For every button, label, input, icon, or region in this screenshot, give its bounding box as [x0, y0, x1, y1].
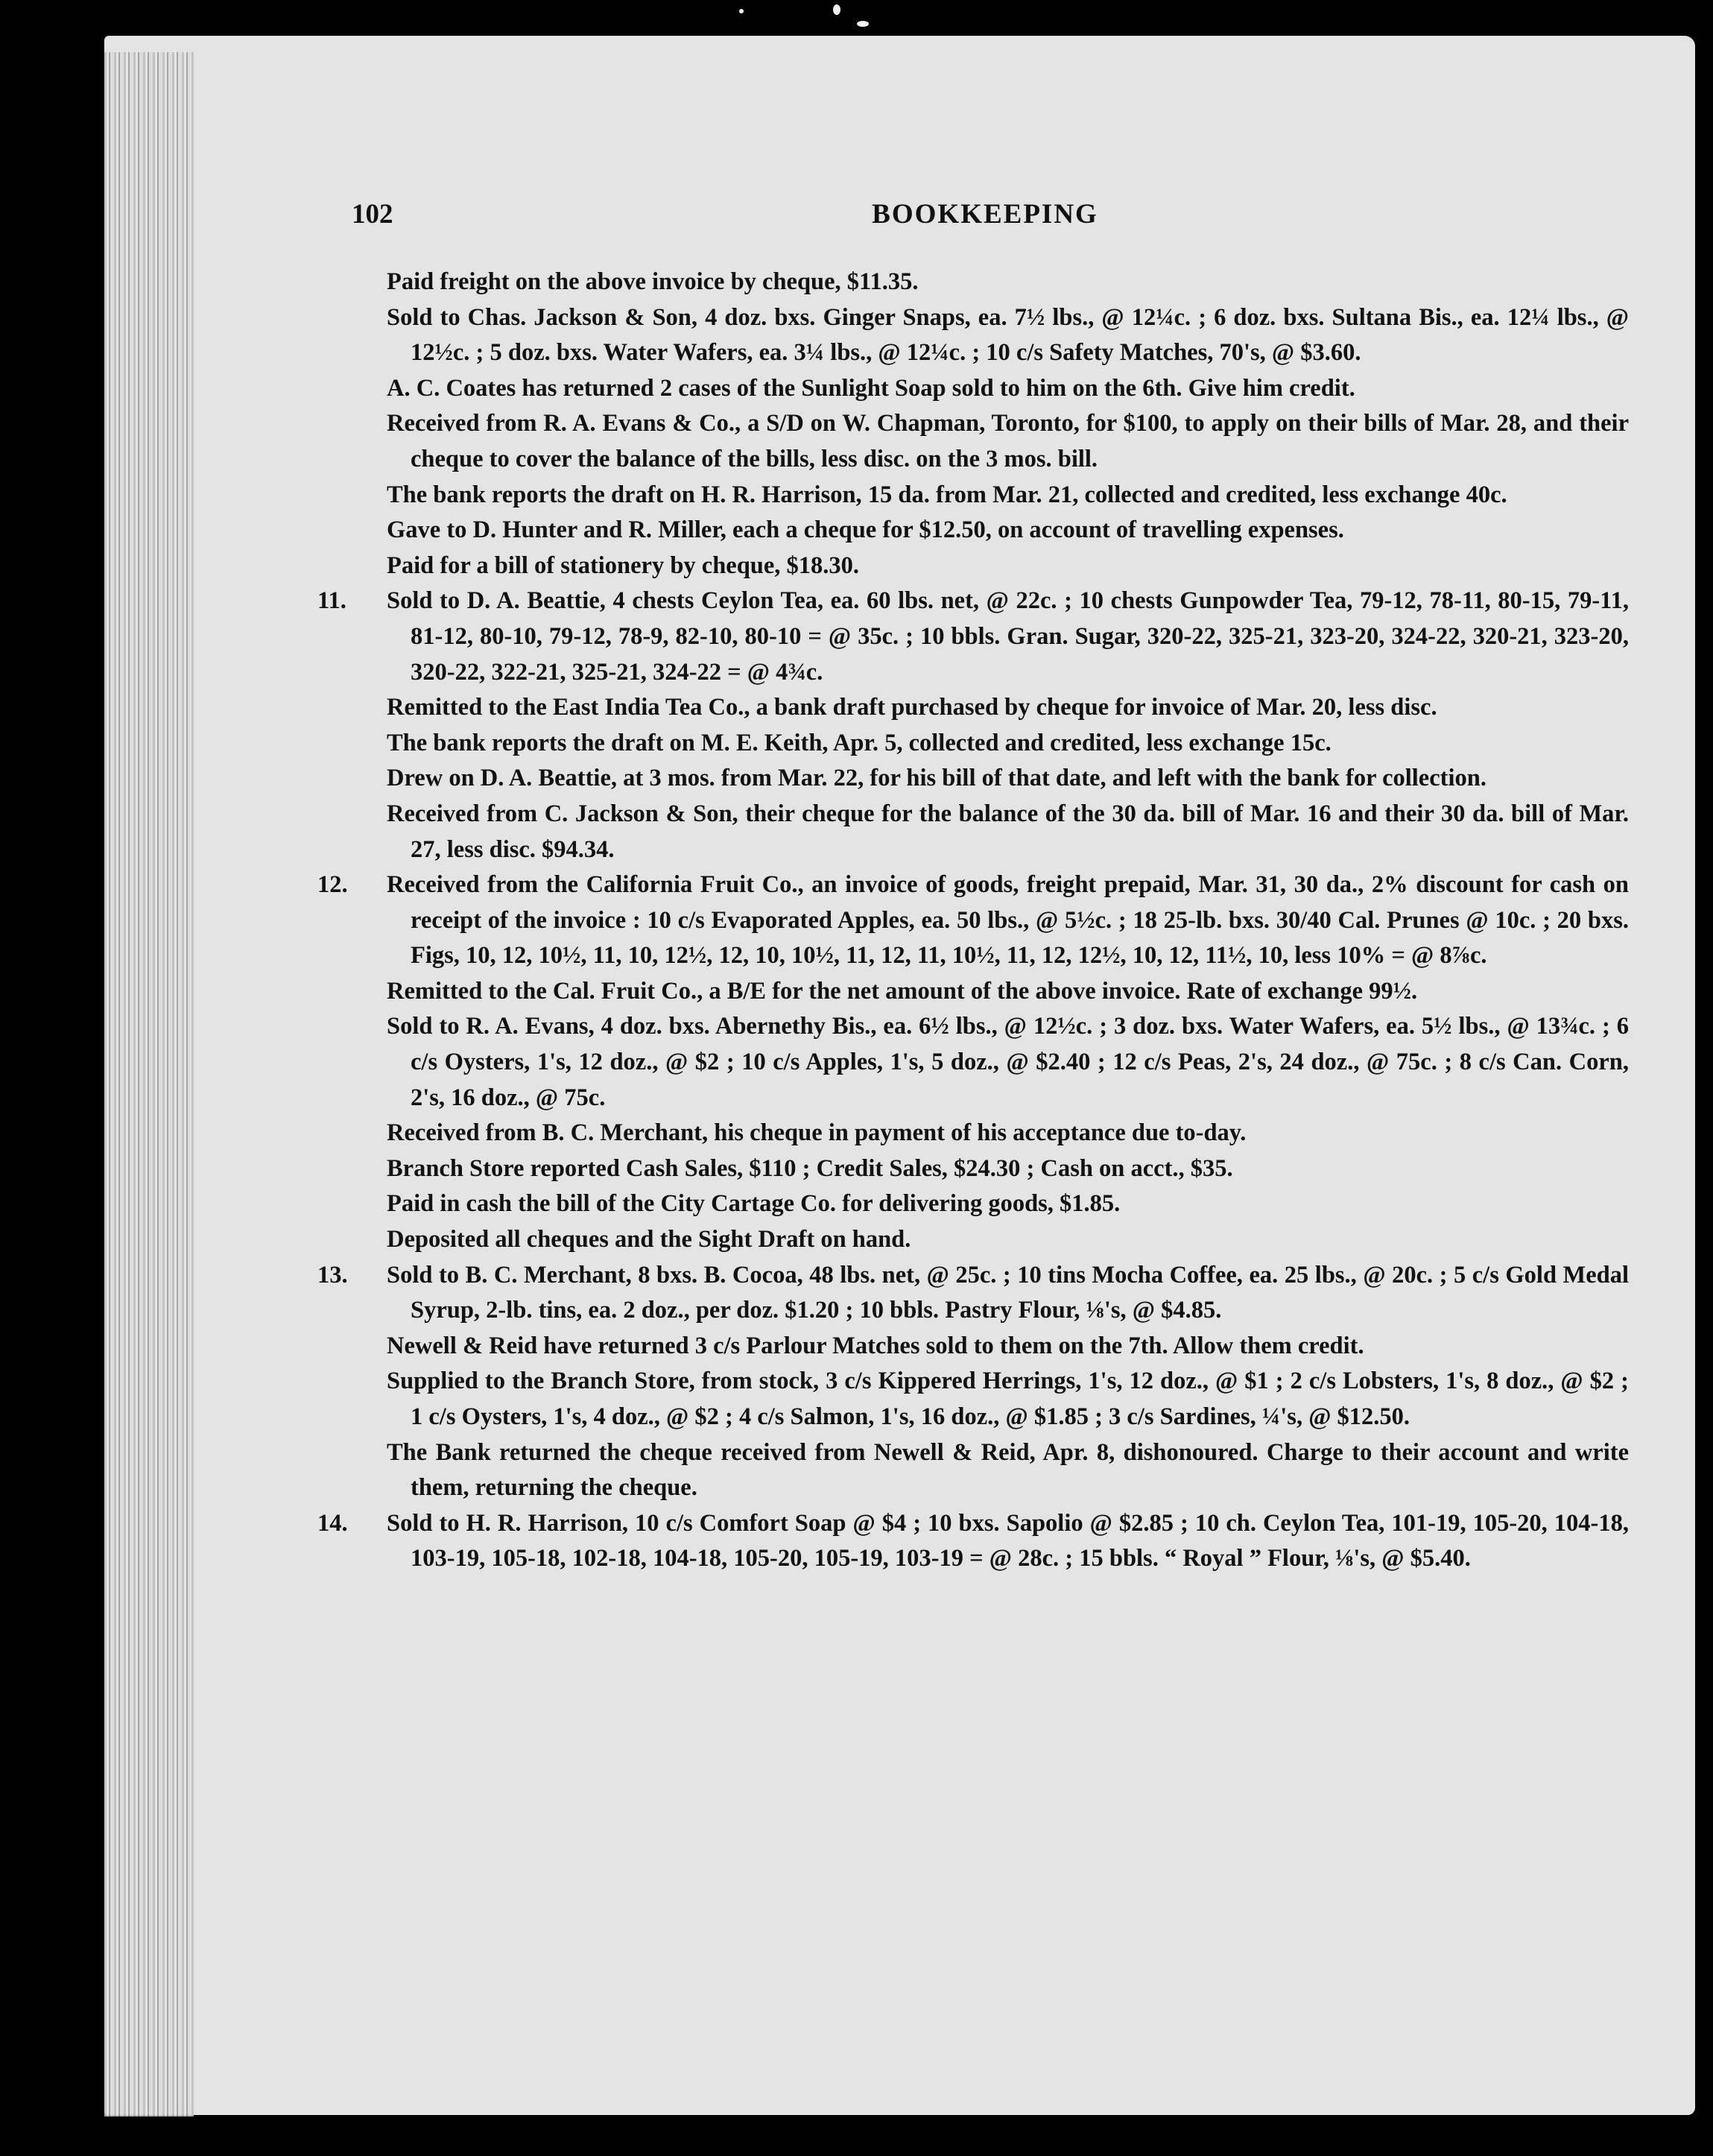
entry-day: 13.	[317, 1261, 348, 1289]
scan-speck	[857, 21, 869, 27]
ledger-entry	[347, 1116, 1629, 1151]
entry-text: Received from R. A. Evans & Co., a S/D on W. Chapman, Toronto, for $100, to apply on their bills of Mar. 28, and their cheque to cover the balance of the bills, less disc. on the 3 mos. bill.	[387, 410, 1629, 472]
ledger-entry	[347, 726, 1629, 762]
entry-text: The bank reports the draft on H. R. Harrison, 15 da. from Mar. 21, collected and credited, less exchange 40c.	[387, 481, 1507, 508]
entry-text: The bank reports the draft on M. E. Keith, Apr. 5, collected and credited, less exchange 15c.	[387, 729, 1332, 756]
entry-text: Sold to R. A. Evans, 4 doz. bxs. Abernethy Bis., ea. 6½ lbs., @ 12½c. ; 3 doz. bxs. Water Wafers, ea. 5½ lbs., @ 13¾c. ; 6 c/s Oysters, 1's, 12 doz., @ $2 ; 10 c/s Apples, 1's, 5 doz., @ $2.40 ; 12 c/s Peas, 2's, 24 doz., @ 75c. ; 8 c/s Can. Corn, 2's, 16 doz., @ 75c.	[387, 1013, 1629, 1111]
entry-text: Received from C. Jackson & Son, their cheque for the balance of the 30 da. bill of Mar. 16 and their 30 da. bill of Mar. 27, less disc. $94.34.	[387, 800, 1629, 863]
ledger-entry	[347, 371, 1629, 407]
entry-day: 11.	[317, 587, 346, 615]
ledger-entry	[347, 1364, 1629, 1435]
ledger-entry	[317, 584, 1629, 690]
ledger-entry	[347, 265, 1629, 300]
entry-text: Sold to Chas. Jackson & Son, 4 doz. bxs. Ginger Snaps, ea. 7½ lbs., @ 12¼c. ; 6 doz. bxs. Sultana Bis., ea. 12¼ lbs., @ 12½c. ; 5 doz. bxs. Water Wafers, ea. 3¼ lbs., @ 12¼c. ; 10 c/s Safety Matches, 70's, @ $3.60.	[387, 303, 1629, 367]
ledger-entry	[347, 797, 1629, 867]
ledger-entry	[347, 761, 1629, 797]
ledger-entry	[347, 690, 1629, 726]
scan-speck	[739, 9, 744, 13]
ledger-entry	[317, 1258, 1629, 1329]
entry-text: Received from the California Fruit Co., an invoice of goods, freight prepaid, Mar. 31, 30 da., 2% discount for cash on receipt of the invoice : 10 c/s Evaporated Apples, ea. 50 lbs., @ 5½c. ; 18 25-lb. bxs. 30/40 Cal. Prunes @ 10c. ; 20 bxs. Figs, 10, 12, 10½, 11, 10, 12½, 12, 10, 10½, 11, 12, 11, 10½, 11, 12, 12½, 10, 12, 11½, 10, less 10% = @ 8⅞c.	[387, 871, 1629, 970]
entry-text: Sold to H. R. Harrison, 10 c/s Comfort Soap @ $4 ; 10 bxs. Sapolio @ $2.85 ; 10 ch. Ceylon Tea, 101-19, 105-20, 104-18, 103-19, 105-18, 102-18, 104-18, 105-20, 105-19, 103-19 = @ 28c. ; 15 bbls. “ Royal ” Flour, ⅛'s, @ $5.40.	[387, 1509, 1629, 1572]
entry-text: Supplied to the Branch Store, from stock, 3 c/s Kippered Herrings, 1's, 12 doz., @ $1 ; 2 c/s Lobsters, 1's, 8 doz., @ $2 ; 1 c/s Oysters, 1's, 4 doz., @ $2 ; 4 c/s Salmon, 1's, 16 doz., @ $1.85 ; 3 c/s Sardines, ¼'s, @ $12.50.	[387, 1368, 1629, 1430]
entry-text: Sold to B. C. Merchant, 8 bxs. B. Cocoa, 48 lbs. net, @ 25c. ; 10 tins Mocha Coffee, ea. 25 lbs., @ 20c. ; 5 c/s Gold Medal Syrup, 2-lb. tins, ea. 2 doz., per doz. $1.20 ; 10 bbls. Pastry Flour, ⅛'s, @ $4.85.	[387, 1261, 1629, 1324]
entry-text: Paid freight on the above invoice by cheque, $11.35.	[387, 268, 919, 295]
entry-text: Drew on D. A. Beattie, at 3 mos. from Mar. 22, for his bill of that date, and left with the bank for collection.	[387, 765, 1486, 792]
entry-text: Sold to D. A. Beattie, 4 chests Ceylon Tea, ea. 60 lbs. net, @ 22c. ; 10 chests Gunpowder Tea, 79-12, 78-11, 80-15, 79-11, 81-12, 80-10, 79-12, 78-9, 82-10, 80-10 = @ 35c. ; 10 bbls. Gran. Sugar, 320-22, 325-21, 323-20, 324-22, 320-21, 323-20, 320-22, 322-21, 325-21, 324-22 = @ 4¾c.	[387, 587, 1629, 686]
entry-text: Received from B. C. Merchant, his cheque in payment of his acceptance due to-day.	[387, 1119, 1247, 1147]
entry-text: Paid for a bill of stationery by cheque, $18.30.	[387, 551, 860, 579]
ledger-entry	[347, 1151, 1629, 1187]
entry-day: 14.	[317, 1509, 348, 1537]
entry-text: Remitted to the East India Tea Co., a bank draft purchased by cheque for invoice of Mar. 20, less disc.	[387, 694, 1437, 721]
ledger-entry	[317, 1506, 1629, 1577]
scan-speck	[833, 4, 840, 15]
entry-text: Gave to D. Hunter and R. Miller, each a cheque for $12.50, on account of travelling expenses.	[387, 516, 1344, 544]
entry-text: A. C. Coates has returned 2 cases of the Sunlight Soap sold to him on the 6th. Give him credit.	[387, 374, 1355, 402]
entry-text: The Bank returned the cheque received from Newell & Reid, Apr. 8, dishonoured. Charge to their account and write them, returning the cheque.	[387, 1438, 1629, 1502]
ledger-entry	[347, 513, 1629, 549]
page-edges	[104, 52, 194, 2117]
ledger-entry	[347, 549, 1629, 584]
ledger-entry	[347, 1435, 1629, 1506]
page-number: 102	[352, 199, 393, 230]
ledger-entry	[347, 974, 1629, 1010]
ledger-entry	[347, 1009, 1629, 1116]
entry-day: 12.	[317, 871, 348, 899]
entry-text: Paid in cash the bill of the City Cartage Co. for delivering goods, $1.85.	[387, 1190, 1121, 1218]
ledger-entry	[347, 478, 1629, 513]
ledger-entry	[317, 867, 1629, 974]
entry-text: Deposited all cheques and the Sight Draft on hand.	[387, 1226, 911, 1254]
ledger-entry	[347, 1329, 1629, 1365]
entry-text: Newell & Reid have returned 3 c/s Parlour Matches sold to them on the 7th. Allow them credit.	[387, 1332, 1364, 1359]
running-head: BOOKKEEPING	[872, 199, 1098, 230]
ledger-entry	[347, 300, 1629, 371]
page-header	[352, 198, 1618, 235]
ledger-entry	[347, 406, 1629, 477]
entry-text: Branch Store reported Cash Sales, $110 ; Credit Sales, $24.30 ; Cash on acct., $35.	[387, 1154, 1233, 1182]
ledger-entry	[347, 1222, 1629, 1258]
entry-text: Remitted to the Cal. Fruit Co., a B/E for the net amount of the above invoice. Rate of exchange 99½.	[387, 977, 1418, 1005]
ledger-entries	[317, 265, 1629, 1577]
ledger-entry	[347, 1186, 1629, 1222]
